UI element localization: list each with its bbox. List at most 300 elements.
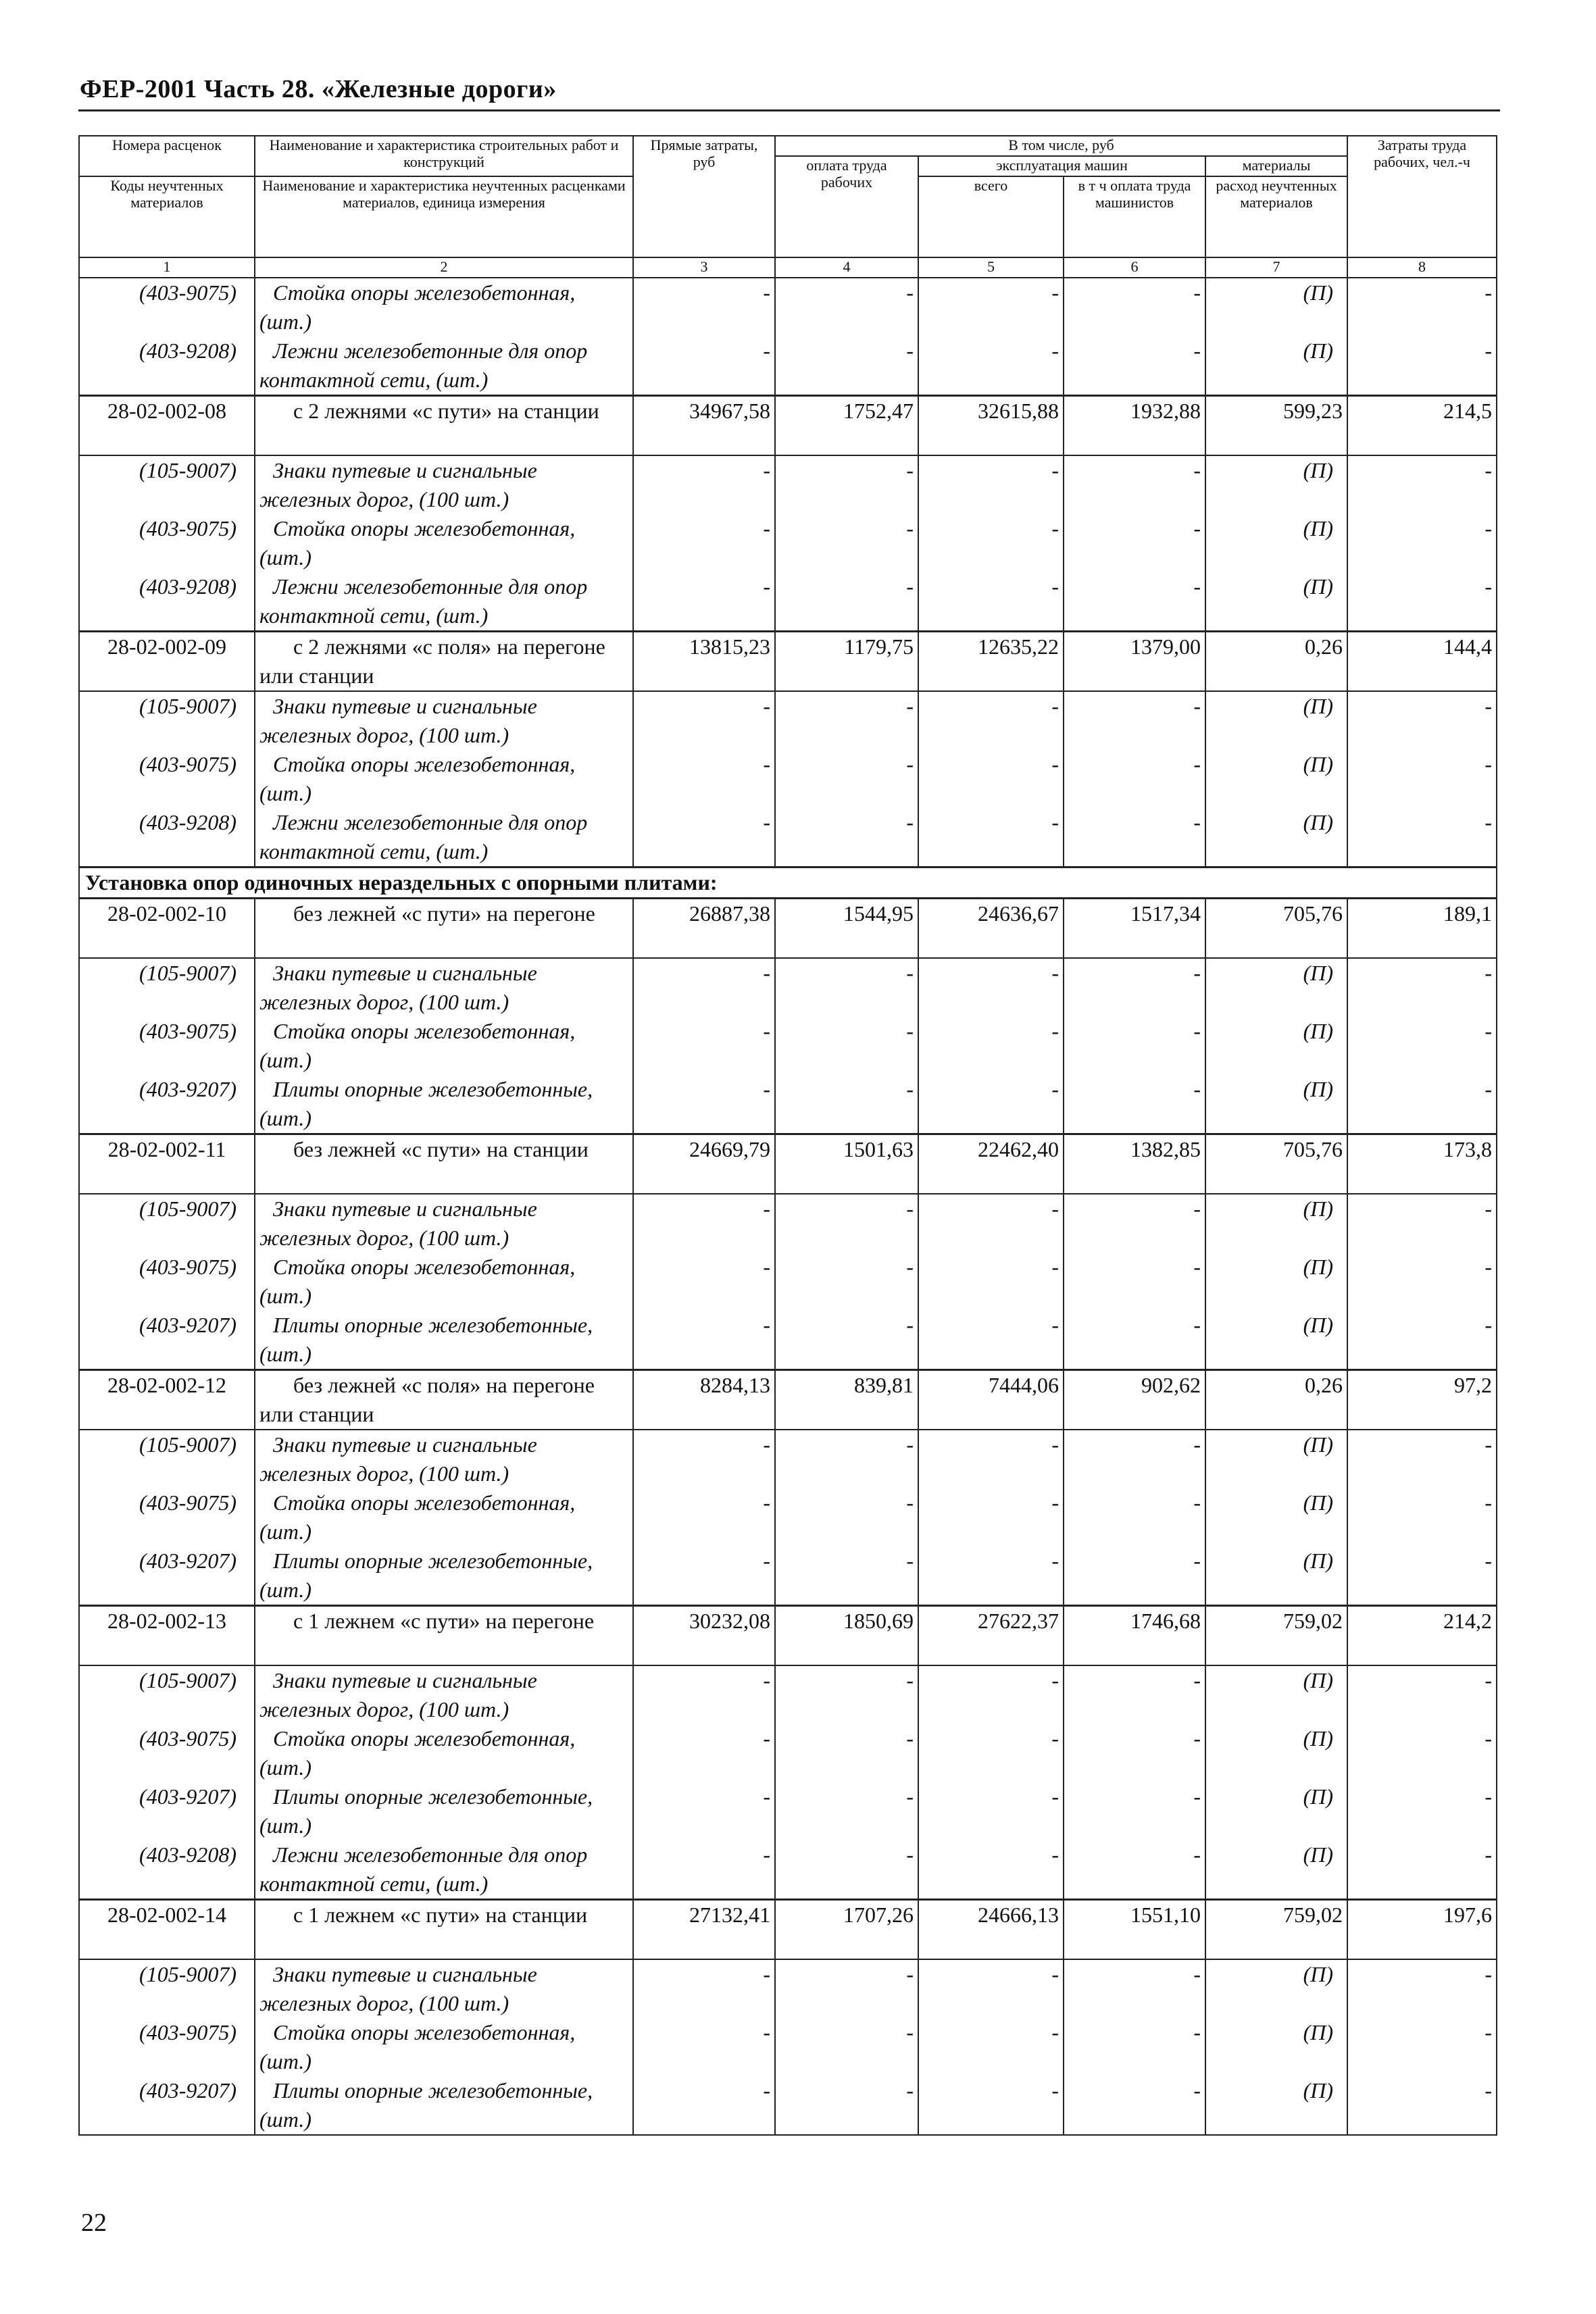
column-number: 4 — [775, 257, 918, 278]
direct-costs-cell: 8284,13 — [633, 1370, 775, 1430]
labor-costs-cell: - — [1347, 514, 1497, 572]
rate-code-cell: (403-9075) — [79, 750, 255, 808]
materials-cell: (П) — [1205, 1782, 1347, 1840]
name-cell: Стойка опоры железобетонная, (шт.) — [255, 2018, 633, 2076]
materials-cell: 0,26 — [1205, 1370, 1347, 1430]
machines-total-cell: - — [918, 1546, 1064, 1606]
labor-costs-cell: - — [1347, 958, 1497, 1017]
labor-pay-cell: - — [775, 1840, 918, 1900]
rate-code-cell: (105-9007) — [79, 1194, 255, 1253]
machines-total-cell: 22462,40 — [918, 1134, 1064, 1194]
machines-total-cell: - — [918, 750, 1064, 808]
rates-table — [78, 135, 1497, 2136]
labor-pay-cell: - — [775, 750, 918, 808]
rate-code-cell: (403-9075) — [79, 2018, 255, 2076]
materials-cell: (П) — [1205, 1546, 1347, 1606]
direct-costs-cell: - — [633, 572, 775, 632]
materials-cell: (П) — [1205, 1253, 1347, 1311]
name-cell: без лежней «с пути» на станции — [255, 1134, 633, 1194]
labor-costs-cell: - — [1347, 1253, 1497, 1311]
header-material-name: Наименование и характеристика неучтенных расценками материалов, единица измерения — [255, 176, 633, 257]
material-row — [79, 514, 1497, 572]
header-including: В том числе, руб — [775, 136, 1347, 156]
name-cell: Знаки путевые и сигнальные железных дорог, (100 шт.) — [255, 455, 633, 514]
direct-costs-cell: - — [633, 2076, 775, 2135]
machines-total-cell: 12635,22 — [918, 632, 1064, 692]
machines-total-cell: - — [918, 1253, 1064, 1311]
name-cell: Знаки путевые и сигнальные железных дорог, (100 шт.) — [255, 1430, 633, 1488]
machines-total-cell: - — [918, 336, 1064, 396]
machines-total-cell: - — [918, 1959, 1064, 2018]
rate-code-cell: (403-9207) — [79, 1311, 255, 1370]
rate-code-cell: (105-9007) — [79, 958, 255, 1017]
name-cell: Знаки путевые и сигнальные железных дорог, (100 шт.) — [255, 1959, 633, 2018]
labor-costs-cell: - — [1347, 278, 1497, 336]
material-row — [79, 1959, 1497, 2018]
name-cell: Знаки путевые и сигнальные железных дорог, (100 шт.) — [255, 1194, 633, 1253]
rate-code-cell: (105-9007) — [79, 691, 255, 750]
labor-pay-cell: - — [775, 1959, 918, 2018]
rate-code-cell: (403-9208) — [79, 572, 255, 632]
labor-pay-cell: - — [775, 958, 918, 1017]
labor-pay-cell: 1501,63 — [775, 1134, 918, 1194]
direct-costs-cell: - — [633, 1017, 775, 1075]
labor-costs-cell: 197,6 — [1347, 1900, 1497, 1960]
machines-total-cell: 27622,37 — [918, 1606, 1064, 1666]
name-cell: Знаки путевые и сигнальные железных дорог, (100 шт.) — [255, 958, 633, 1017]
machines-total-cell: - — [918, 1017, 1064, 1075]
machinist-pay-cell: 1382,85 — [1064, 1134, 1205, 1194]
page-number: 22 — [81, 2209, 107, 2237]
header-materials: материалы — [1205, 156, 1347, 176]
materials-cell: (П) — [1205, 1311, 1347, 1370]
material-row — [79, 278, 1497, 336]
materials-cell: (П) — [1205, 1075, 1347, 1134]
direct-costs-cell: - — [633, 514, 775, 572]
machinist-pay-cell: 1379,00 — [1064, 632, 1205, 692]
machinist-pay-cell: - — [1064, 1430, 1205, 1488]
rate-row — [79, 1900, 1497, 1960]
labor-pay-cell: - — [775, 1194, 918, 1253]
rate-code-cell: (403-9075) — [79, 1253, 255, 1311]
page-title: ФЕР-2001 Часть 28. «Железные дороги» — [80, 75, 557, 103]
name-cell: Плиты опорные железобетонные, (шт.) — [255, 1546, 633, 1606]
machines-total-cell: - — [918, 1194, 1064, 1253]
labor-pay-cell: 1850,69 — [775, 1606, 918, 1666]
machines-total-cell: - — [918, 958, 1064, 1017]
machinist-pay-cell: 1746,68 — [1064, 1606, 1205, 1666]
machinist-pay-cell: 1551,10 — [1064, 1900, 1205, 1960]
rate-code-cell: (403-9207) — [79, 1075, 255, 1134]
material-row — [79, 455, 1497, 514]
labor-costs-cell: - — [1347, 808, 1497, 867]
labor-pay-cell: 839,81 — [775, 1370, 918, 1430]
material-row — [79, 1546, 1497, 1606]
materials-cell: (П) — [1205, 1724, 1347, 1782]
section-heading: Установка опор одиночных нераздельных с опорными плитами: — [79, 867, 1497, 899]
machinist-pay-cell: - — [1064, 514, 1205, 572]
material-row — [79, 572, 1497, 632]
labor-costs-cell: - — [1347, 455, 1497, 514]
direct-costs-cell: - — [633, 1546, 775, 1606]
machines-total-cell: 24636,67 — [918, 899, 1064, 959]
machinist-pay-cell: - — [1064, 1017, 1205, 1075]
labor-costs-cell: 97,2 — [1347, 1370, 1497, 1430]
materials-cell: 705,76 — [1205, 1134, 1347, 1194]
machines-total-cell: - — [918, 1488, 1064, 1546]
column-number: 6 — [1064, 257, 1205, 278]
direct-costs-cell: 26887,38 — [633, 899, 775, 959]
material-row — [79, 1017, 1497, 1075]
materials-cell: (П) — [1205, 514, 1347, 572]
rate-code-cell: (105-9007) — [79, 1665, 255, 1724]
header-machines: эксплуатация машин — [918, 156, 1205, 176]
table-body — [79, 278, 1497, 2135]
name-cell: Стойка опоры железобетонная, (шт.) — [255, 278, 633, 336]
rate-code-cell: (105-9007) — [79, 455, 255, 514]
direct-costs-cell: 13815,23 — [633, 632, 775, 692]
machinist-pay-cell: 1932,88 — [1064, 396, 1205, 456]
machines-total-cell: 24666,13 — [918, 1900, 1064, 1960]
machinist-pay-cell: - — [1064, 1488, 1205, 1546]
machinist-pay-cell: - — [1064, 1194, 1205, 1253]
labor-pay-cell: - — [775, 1782, 918, 1840]
machinist-pay-cell: - — [1064, 1959, 1205, 2018]
material-row — [79, 808, 1497, 867]
header-direct-costs: Прямые затраты, руб — [633, 136, 775, 257]
materials-cell: (П) — [1205, 808, 1347, 867]
labor-pay-cell: 1179,75 — [775, 632, 918, 692]
rate-code-cell: 28-02-002-09 — [79, 632, 255, 692]
direct-costs-cell: - — [633, 278, 775, 336]
header-rate-numbers: Номера расценок — [79, 136, 255, 176]
header-material-codes: Коды неучтенных материалов — [79, 176, 255, 257]
direct-costs-cell: - — [633, 1724, 775, 1782]
labor-costs-cell: - — [1347, 750, 1497, 808]
column-number: 5 — [918, 257, 1064, 278]
materials-cell: 759,02 — [1205, 1606, 1347, 1666]
machines-total-cell: - — [918, 1311, 1064, 1370]
labor-pay-cell: 1752,47 — [775, 396, 918, 456]
column-number: 8 — [1347, 257, 1497, 278]
name-cell: Стойка опоры железобетонная, (шт.) — [255, 1253, 633, 1311]
rate-code-cell: 28-02-002-11 — [79, 1134, 255, 1194]
machines-total-cell: - — [918, 572, 1064, 632]
machinist-pay-cell: - — [1064, 1253, 1205, 1311]
column-number: 1 — [79, 257, 255, 278]
rate-code-cell: (403-9207) — [79, 1546, 255, 1606]
machinist-pay-cell: - — [1064, 278, 1205, 336]
column-number: 2 — [255, 257, 633, 278]
labor-pay-cell: - — [775, 336, 918, 396]
labor-costs-cell: - — [1347, 1488, 1497, 1546]
name-cell: Стойка опоры железобетонная, (шт.) — [255, 1724, 633, 1782]
labor-costs-cell: 173,8 — [1347, 1134, 1497, 1194]
machines-total-cell: - — [918, 1665, 1064, 1724]
direct-costs-cell: 30232,08 — [633, 1606, 775, 1666]
direct-costs-cell: - — [633, 2018, 775, 2076]
labor-costs-cell: - — [1347, 1665, 1497, 1724]
materials-cell: 759,02 — [1205, 1900, 1347, 1960]
machinist-pay-cell: - — [1064, 691, 1205, 750]
materials-cell: 0,26 — [1205, 632, 1347, 692]
machines-total-cell: 32615,88 — [918, 396, 1064, 456]
name-cell: Лежни железобетонные для опор контактной сети, (шт.) — [255, 808, 633, 867]
rate-row — [79, 632, 1497, 692]
labor-pay-cell: - — [775, 1430, 918, 1488]
labor-pay-cell: - — [775, 1546, 918, 1606]
column-number: 7 — [1205, 257, 1347, 278]
machinist-pay-cell: - — [1064, 750, 1205, 808]
materials-cell: (П) — [1205, 455, 1347, 514]
machinist-pay-cell: - — [1064, 1546, 1205, 1606]
labor-costs-cell: - — [1347, 1959, 1497, 2018]
labor-pay-cell: - — [775, 1075, 918, 1134]
material-row — [79, 2018, 1497, 2076]
direct-costs-cell: - — [633, 808, 775, 867]
materials-cell: (П) — [1205, 1017, 1347, 1075]
labor-costs-cell: - — [1347, 1782, 1497, 1840]
rate-row — [79, 1606, 1497, 1666]
labor-pay-cell: - — [775, 1665, 918, 1724]
section-heading-row — [79, 867, 1497, 899]
direct-costs-cell: - — [633, 1075, 775, 1134]
direct-costs-cell: - — [633, 336, 775, 396]
rate-code-cell: (403-9208) — [79, 336, 255, 396]
labor-costs-cell: - — [1347, 1724, 1497, 1782]
machinist-pay-cell: 902,62 — [1064, 1370, 1205, 1430]
machinist-pay-cell: - — [1064, 1840, 1205, 1900]
labor-pay-cell: - — [775, 808, 918, 867]
machinist-pay-cell: - — [1064, 958, 1205, 1017]
material-row — [79, 336, 1497, 396]
table-header — [79, 136, 1497, 278]
material-row — [79, 1311, 1497, 1370]
direct-costs-cell: - — [633, 958, 775, 1017]
materials-cell: (П) — [1205, 336, 1347, 396]
name-cell: с 2 лежнями «с поля» на перегоне или станции — [255, 632, 633, 692]
machinist-pay-cell: - — [1064, 2018, 1205, 2076]
direct-costs-cell: - — [633, 1782, 775, 1840]
material-row — [79, 1782, 1497, 1840]
machinist-pay-cell: - — [1064, 1724, 1205, 1782]
labor-costs-cell: - — [1347, 1017, 1497, 1075]
machines-total-cell: - — [918, 1075, 1064, 1134]
name-cell: Стойка опоры железобетонная, (шт.) — [255, 1017, 633, 1075]
labor-costs-cell: - — [1347, 1546, 1497, 1606]
rate-code-cell: (403-9075) — [79, 1724, 255, 1782]
name-cell: Знаки путевые и сигнальные железных дорог, (100 шт.) — [255, 691, 633, 750]
materials-cell: 705,76 — [1205, 899, 1347, 959]
materials-cell: (П) — [1205, 1194, 1347, 1253]
rate-code-cell: (403-9208) — [79, 808, 255, 867]
labor-costs-cell: - — [1347, 1430, 1497, 1488]
machinist-pay-cell: - — [1064, 336, 1205, 396]
name-cell: Плиты опорные железобетонные, (шт.) — [255, 1782, 633, 1840]
header-labor-pay: оплата труда рабочих — [775, 156, 918, 257]
direct-costs-cell: 24669,79 — [633, 1134, 775, 1194]
machines-total-cell: - — [918, 278, 1064, 336]
direct-costs-cell: - — [633, 691, 775, 750]
name-cell: Плиты опорные железобетонные, (шт.) — [255, 1311, 633, 1370]
name-cell: Лежни железобетонные для опор контактной сети, (шт.) — [255, 1840, 633, 1900]
labor-pay-cell: - — [775, 278, 918, 336]
labor-costs-cell: 144,4 — [1347, 632, 1497, 692]
direct-costs-cell: - — [633, 1194, 775, 1253]
rate-code-cell: 28-02-002-13 — [79, 1606, 255, 1666]
materials-cell: 599,23 — [1205, 396, 1347, 456]
machines-total-cell: - — [918, 2018, 1064, 2076]
machines-total-cell: - — [918, 808, 1064, 867]
rate-code-cell: 28-02-002-08 — [79, 396, 255, 456]
materials-cell: (П) — [1205, 1488, 1347, 1546]
materials-cell: (П) — [1205, 2076, 1347, 2135]
direct-costs-cell: 34967,58 — [633, 396, 775, 456]
materials-cell: (П) — [1205, 691, 1347, 750]
materials-cell: (П) — [1205, 572, 1347, 632]
materials-cell: (П) — [1205, 1959, 1347, 2018]
labor-costs-cell: - — [1347, 572, 1497, 632]
rate-code-cell: (403-9075) — [79, 278, 255, 336]
rate-code-cell: (403-9207) — [79, 1782, 255, 1840]
labor-costs-cell: - — [1347, 2076, 1497, 2135]
material-row — [79, 1075, 1497, 1134]
machines-total-cell: 7444,06 — [918, 1370, 1064, 1430]
rate-code-cell: (403-9075) — [79, 1488, 255, 1546]
machines-total-cell: - — [918, 514, 1064, 572]
title-rule — [78, 109, 1500, 111]
rate-code-cell: (403-9075) — [79, 514, 255, 572]
name-cell: Стойка опоры железобетонная, (шт.) — [255, 514, 633, 572]
name-cell: Плиты опорные железобетонные, (шт.) — [255, 1075, 633, 1134]
name-cell: с 2 лежнями «с пути» на станции — [255, 396, 633, 456]
rate-code-cell: (105-9007) — [79, 1959, 255, 2018]
labor-costs-cell: 189,1 — [1347, 899, 1497, 959]
labor-costs-cell: - — [1347, 2018, 1497, 2076]
materials-cell: (П) — [1205, 278, 1347, 336]
machinist-pay-cell: - — [1064, 455, 1205, 514]
labor-pay-cell: - — [775, 1311, 918, 1370]
direct-costs-cell: - — [633, 1311, 775, 1370]
header-labor-costs: Затраты труда рабочих, чел.-ч — [1347, 136, 1497, 257]
rate-code-cell: (105-9007) — [79, 1430, 255, 1488]
labor-pay-cell: - — [775, 1488, 918, 1546]
material-row — [79, 750, 1497, 808]
labor-pay-cell: - — [775, 1017, 918, 1075]
name-cell: Плиты опорные железобетонные, (шт.) — [255, 2076, 633, 2135]
material-row — [79, 1488, 1497, 1546]
material-row — [79, 1724, 1497, 1782]
name-cell: Лежни железобетонные для опор контактной сети, (шт.) — [255, 572, 633, 632]
material-row — [79, 2076, 1497, 2135]
direct-costs-cell: - — [633, 1430, 775, 1488]
direct-costs-cell: 27132,41 — [633, 1900, 775, 1960]
machines-total-cell: - — [918, 1782, 1064, 1840]
labor-pay-cell: - — [775, 691, 918, 750]
direct-costs-cell: - — [633, 1959, 775, 2018]
header-machines-total: всего — [918, 176, 1064, 257]
machines-total-cell: - — [918, 1840, 1064, 1900]
labor-pay-cell: - — [775, 1724, 918, 1782]
direct-costs-cell: - — [633, 1840, 775, 1900]
materials-cell: (П) — [1205, 1430, 1347, 1488]
material-row — [79, 1253, 1497, 1311]
labor-costs-cell: - — [1347, 1840, 1497, 1900]
name-cell: Стойка опоры железобетонная, (шт.) — [255, 1488, 633, 1546]
material-row — [79, 1665, 1497, 1724]
rate-code-cell: 28-02-002-14 — [79, 1900, 255, 1960]
machinist-pay-cell: - — [1064, 1665, 1205, 1724]
header-work-name: Наименование и характеристика строительных работ и конструкций — [255, 136, 633, 176]
rate-code-cell: 28-02-002-12 — [79, 1370, 255, 1430]
machines-total-cell: - — [918, 455, 1064, 514]
material-row — [79, 1840, 1497, 1900]
column-number: 3 — [633, 257, 775, 278]
labor-pay-cell: - — [775, 514, 918, 572]
labor-pay-cell: 1707,26 — [775, 1900, 918, 1960]
labor-pay-cell: - — [775, 455, 918, 514]
machinist-pay-cell: - — [1064, 572, 1205, 632]
rate-code-cell: (403-9207) — [79, 2076, 255, 2135]
labor-pay-cell: - — [775, 572, 918, 632]
labor-costs-cell: 214,5 — [1347, 396, 1497, 456]
machinist-pay-cell: 1517,34 — [1064, 899, 1205, 959]
direct-costs-cell: - — [633, 750, 775, 808]
direct-costs-cell: - — [633, 1488, 775, 1546]
header-material-consumption: расход неучтенных материалов — [1205, 176, 1347, 257]
labor-costs-cell: - — [1347, 1075, 1497, 1134]
machinist-pay-cell: - — [1064, 1075, 1205, 1134]
name-cell: Знаки путевые и сигнальные железных дорог, (100 шт.) — [255, 1665, 633, 1724]
name-cell: Лежни железобетонные для опор контактной сети, (шт.) — [255, 336, 633, 396]
labor-pay-cell: - — [775, 1253, 918, 1311]
rate-code-cell: 28-02-002-10 — [79, 899, 255, 959]
labor-costs-cell: - — [1347, 691, 1497, 750]
materials-cell: (П) — [1205, 2018, 1347, 2076]
material-row — [79, 1194, 1497, 1253]
labor-costs-cell: - — [1347, 336, 1497, 396]
labor-pay-cell: - — [775, 2076, 918, 2135]
direct-costs-cell: - — [633, 1665, 775, 1724]
machines-total-cell: - — [918, 2076, 1064, 2135]
machinist-pay-cell: - — [1064, 1782, 1205, 1840]
rate-code-cell: (403-9208) — [79, 1840, 255, 1900]
rate-code-cell: (403-9075) — [79, 1017, 255, 1075]
header-machinist-pay: в т ч оплата труда машинистов — [1064, 176, 1205, 257]
machines-total-cell: - — [918, 1724, 1064, 1782]
labor-pay-cell: - — [775, 2018, 918, 2076]
materials-cell: (П) — [1205, 1840, 1347, 1900]
materials-cell: (П) — [1205, 958, 1347, 1017]
name-cell: без лежней «с поля» на перегоне или станции — [255, 1370, 633, 1430]
direct-costs-cell: - — [633, 455, 775, 514]
machinist-pay-cell: - — [1064, 808, 1205, 867]
labor-costs-cell: 214,2 — [1347, 1606, 1497, 1666]
material-row — [79, 691, 1497, 750]
machinist-pay-cell: - — [1064, 1311, 1205, 1370]
labor-costs-cell: - — [1347, 1194, 1497, 1253]
material-row — [79, 1430, 1497, 1488]
rate-row — [79, 396, 1497, 456]
materials-cell: (П) — [1205, 750, 1347, 808]
machinist-pay-cell: - — [1064, 2076, 1205, 2135]
machines-total-cell: - — [918, 1430, 1064, 1488]
rate-row — [79, 1370, 1497, 1430]
material-row — [79, 958, 1497, 1017]
labor-pay-cell: 1544,95 — [775, 899, 918, 959]
rate-row — [79, 1134, 1497, 1194]
name-cell: с 1 лежнем «с пути» на перегоне — [255, 1606, 633, 1666]
